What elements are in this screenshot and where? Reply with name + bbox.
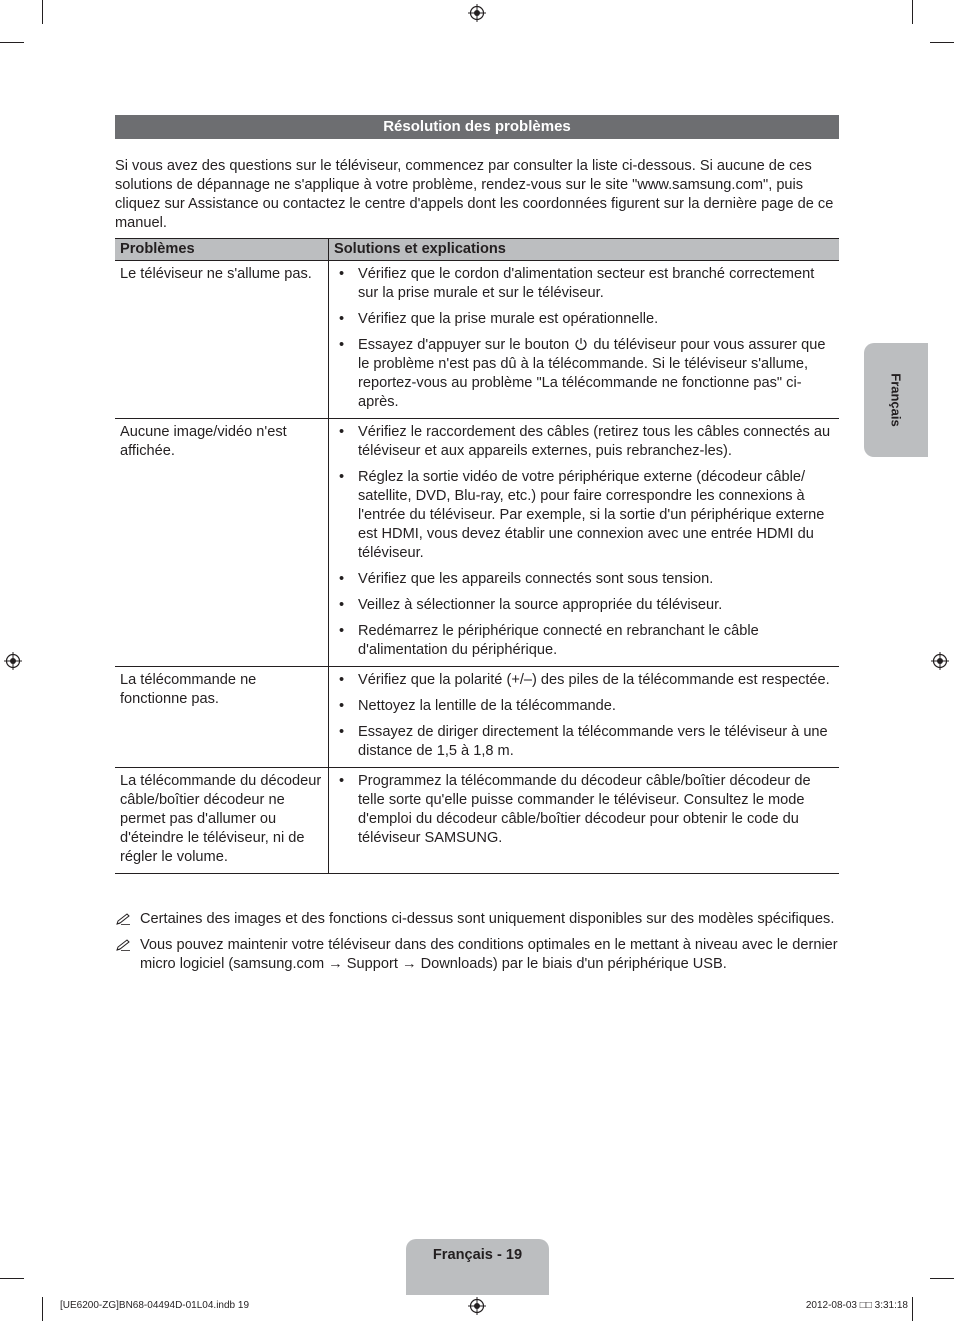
solution-item: • Réglez la sortie vidéo de votre périphérique externe (décodeur câble/ satellite, DVD, Blu-ray, etc.) pour faire correspondre les connexions à l'entrée du téléviseur. Par exemple, si la sortie d'un périphérique externe est HDMI, vous devez établir une connexion avec une entrée HDMI du téléviseur. <box>333 468 835 563</box>
column-header-problems: Problèmes <box>115 239 329 261</box>
table-row <box>115 261 839 419</box>
table-row <box>115 768 839 874</box>
problem-cell: Aucune image/vidéo n'est affichée. <box>115 419 329 667</box>
note-item <box>115 936 841 974</box>
power-icon <box>574 337 588 351</box>
crop-mark <box>930 1278 954 1279</box>
solution-item: • Vérifiez que le cordon d'alimentation secteur est branché correctement sur la prise murale et sur le téléviseur. <box>333 265 835 303</box>
table-header-row <box>115 239 839 261</box>
pencil-note-icon <box>115 912 132 926</box>
solutions-cell <box>329 419 840 667</box>
problem-cell: La télécommande du décodeur câble/boîtier décodeur ne permet pas d'allumer ou d'éteindre le téléviseur, ni de régler le volume. <box>115 768 329 874</box>
table-row <box>115 667 839 768</box>
problem-cell: Le téléviseur ne s'allume pas. <box>115 261 329 419</box>
language-side-tab <box>864 343 928 457</box>
note-item <box>115 910 841 929</box>
print-file-info: [UE6200-ZG]BN68-04494D-01L04.indb 19 <box>60 1300 250 1311</box>
print-date-info: 2012-08-03 □□ 3:31:18 <box>805 1300 908 1311</box>
solution-item: • Vérifiez que la polarité (+/–) des piles de la télécommande est respectée. <box>333 671 835 690</box>
solutions-cell <box>329 667 840 768</box>
registration-mark-icon <box>468 4 486 22</box>
solution-item: • Veillez à sélectionner la source appropriée du téléviseur. <box>333 596 835 615</box>
registration-mark-icon <box>4 652 22 670</box>
language-side-tab-label: Français <box>888 373 904 427</box>
crop-mark <box>0 1278 24 1279</box>
solutions-list <box>333 671 835 761</box>
solutions-cell <box>329 768 840 874</box>
registration-mark-icon <box>468 1297 486 1315</box>
solution-item: • Vérifiez que la prise murale est opérationnelle. <box>333 310 835 329</box>
problem-cell: La télécommande ne fonctionne pas. <box>115 667 329 768</box>
crop-mark <box>0 42 24 43</box>
intro-paragraph: Si vous avez des questions sur le téléviseur, commencez par consulter la liste ci-dessous. Si aucune de ces solutions de dépannage ne s'applique à votre problème, rendez-vous sur le site "www.samsung.com", puis cliquez sur Assistance ou contactez le centre d'appels dont les coordonnées figurent sur la dernière page de ce manuel. <box>115 158 834 231</box>
solution-text: du téléviseur pour vous assurer que le problème n'est pas dû à la télécommande. Si le téléviseur s'allume, reportez-vous au problème "La télécommande ne fonctionne pas" ci-après. <box>358 337 826 410</box>
crop-mark <box>930 42 954 43</box>
solution-item: • Programmez la télécommande du décodeur câble/boîtier décodeur de telle sorte qu'elle puisse commander le téléviseur. Consultez le mode d'emploi du décodeur câble/boîtier décodeur pour obtenir le code du téléviseur SAMSUNG. <box>333 772 835 848</box>
section-title: Résolution des problèmes <box>115 115 839 139</box>
troubleshooting-table <box>115 238 839 874</box>
crop-mark <box>42 1297 43 1321</box>
table-row <box>115 419 839 667</box>
registration-mark-icon <box>931 652 949 670</box>
solutions-list <box>333 772 835 848</box>
crop-mark <box>912 0 913 24</box>
solution-item <box>333 336 835 412</box>
solution-item: • Nettoyez la lentille de la télécommande. <box>333 697 835 716</box>
note-text: Certaines des images et des fonctions ci-dessus sont uniquement disponibles sur des modèles spécifiques. <box>140 911 835 927</box>
solution-item: • Essayez de diriger directement la télécommande vers le téléviseur à une distance de 1,5 à 1,8 m. <box>333 723 835 761</box>
page-number-tab: Français - 19 <box>406 1239 549 1295</box>
column-header-solutions: Solutions et explications <box>329 239 840 261</box>
crop-mark <box>912 1297 913 1321</box>
notes-section <box>115 910 841 981</box>
pencil-note-icon <box>115 938 132 952</box>
solution-item: • Vérifiez que les appareils connectés sont sous tension. <box>333 570 835 589</box>
solutions-cell <box>329 261 840 419</box>
crop-mark <box>42 0 43 24</box>
solution-item: • Redémarrez le périphérique connecté en rebranchant le câble d'alimentation du périphérique. <box>333 622 835 660</box>
solutions-list <box>333 265 835 412</box>
solutions-list <box>333 423 835 660</box>
solution-text: Essayez d'appuyer sur le bouton <box>358 337 570 353</box>
solution-item: • Vérifiez le raccordement des câbles (retirez tous les câbles connectés au téléviseur et aux appareils externes, puis rebranchez-les). <box>333 423 835 461</box>
note-text: Vous pouvez maintenir votre téléviseur dans des conditions optimales en le mettant à niveau avec le dernier micro logiciel (samsung.com → Support → Downloads) par le biais d'un périphérique USB. <box>140 937 838 972</box>
